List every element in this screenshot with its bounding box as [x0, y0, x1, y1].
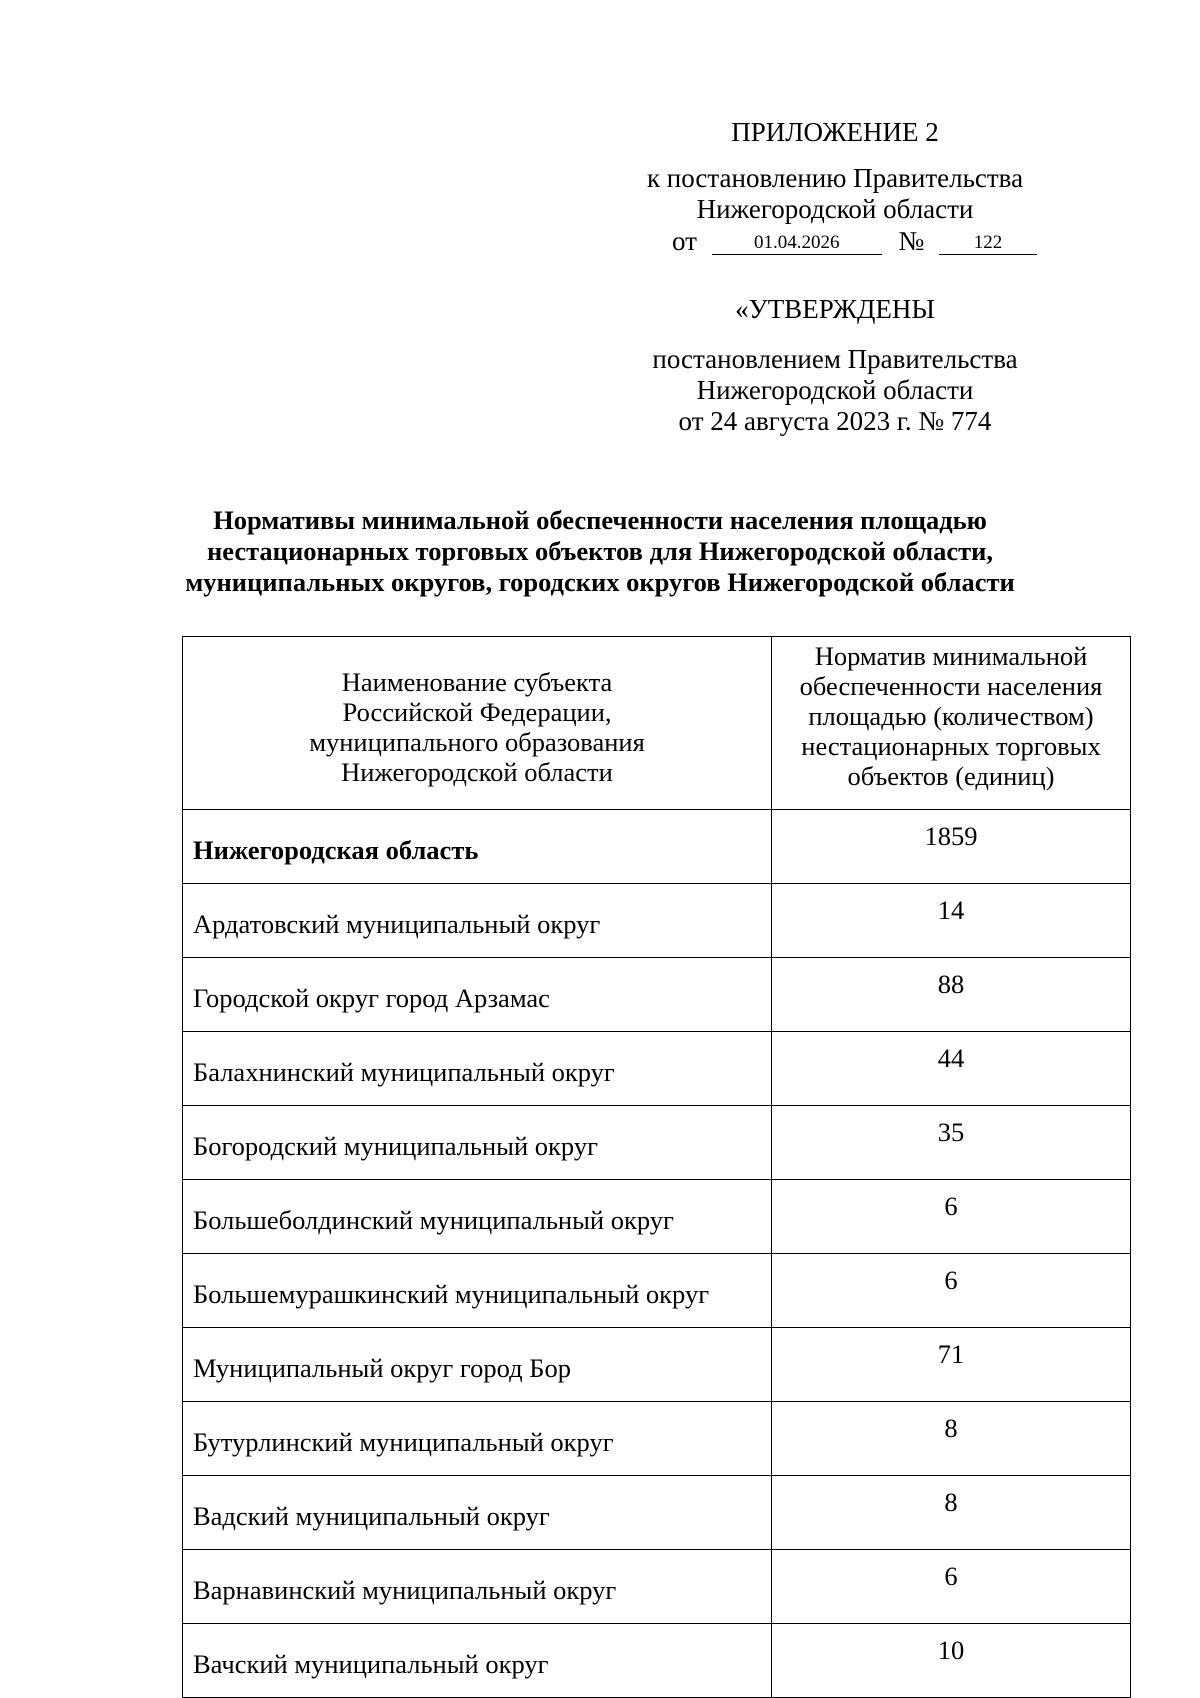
- table-row-region-total: [183, 810, 1131, 884]
- row-name: Нижегородская область: [183, 810, 772, 884]
- approved-heading-text: «УТВЕРЖДЕНЫ: [735, 294, 935, 324]
- document-title-line-1: Нормативы минимальной обеспеченности населения площадью: [213, 505, 987, 535]
- document-title-line-3: муниципальных округов, городских округов Нижегородской области: [185, 567, 1015, 597]
- row-name: Большеболдинский муниципальный округ: [183, 1180, 772, 1254]
- table-header-row: [183, 637, 1131, 810]
- row-value: 8: [772, 1402, 1131, 1476]
- row-name: Муниципальный округ город Бор: [183, 1328, 772, 1402]
- row-value: 6: [772, 1180, 1131, 1254]
- header-line: Нижегородской области: [341, 757, 613, 787]
- table-row: [183, 884, 1131, 958]
- table-row: [183, 1476, 1131, 1550]
- appendix-date-line: [672, 226, 1037, 257]
- table-row: [183, 1106, 1131, 1180]
- appendix-heading: [600, 117, 1070, 148]
- resolution-number: 122: [939, 232, 1037, 255]
- row-value: 1859: [772, 810, 1131, 884]
- appendix-heading-text: ПРИЛОЖЕНИЕ 2: [731, 117, 939, 147]
- from-label: от: [672, 226, 697, 256]
- table-row: [183, 1328, 1131, 1402]
- approved-by-line-3: от 24 августа 2023 г. № 774: [678, 406, 992, 436]
- approved-by-reference: [600, 344, 1070, 437]
- approved-by-line-1: постановлением Правительства: [652, 344, 1018, 374]
- appendix-reference-line-1: к постановлению Правительства: [646, 163, 1024, 193]
- row-value: 71: [772, 1328, 1131, 1402]
- row-name: Ардатовский муниципальный округ: [183, 884, 772, 958]
- row-name: Вачский муниципальный округ: [183, 1624, 772, 1698]
- row-value: 10: [772, 1624, 1131, 1698]
- column-header-name: [183, 637, 772, 810]
- header-line: площадью (количеством): [808, 701, 1094, 731]
- row-value: 35: [772, 1106, 1131, 1180]
- header-line: нестационарных торговых: [801, 731, 1101, 761]
- row-name: Богородский муниципальный округ: [183, 1106, 772, 1180]
- table-row: [183, 1402, 1131, 1476]
- column-header-norm: [772, 637, 1131, 810]
- row-value: 44: [772, 1032, 1131, 1106]
- number-sign: №: [898, 226, 925, 256]
- row-value: 6: [772, 1550, 1131, 1624]
- row-name: Варнавинский муниципальный округ: [183, 1550, 772, 1624]
- resolution-date: 01.04.2026: [712, 232, 882, 255]
- row-name: Городской округ город Арзамас: [183, 958, 772, 1032]
- header-line: объектов (единиц): [847, 761, 1055, 791]
- header-line: Российской Федерации,: [342, 697, 612, 727]
- appendix-reference-line-2: Нижегородской области: [696, 194, 974, 224]
- row-value: 8: [772, 1476, 1131, 1550]
- norms-table: [182, 636, 1131, 1698]
- table-row: [183, 1254, 1131, 1328]
- header-line: Норматив минимальной: [814, 641, 1088, 671]
- table-row: [183, 1624, 1131, 1698]
- approved-by-line-2: Нижегородской области: [696, 375, 974, 405]
- header-line: Наименование субъекта: [341, 667, 613, 697]
- document-title: [120, 505, 1080, 598]
- table-row: [183, 1032, 1131, 1106]
- table-row: [183, 958, 1131, 1032]
- appendix-reference: [600, 163, 1070, 225]
- header-line: муниципального образования: [309, 727, 645, 757]
- row-name: Бутурлинский муниципальный округ: [183, 1402, 772, 1476]
- document-title-line-2: нестационарных торговых объектов для Нижегородской области,: [206, 536, 994, 566]
- row-value: 88: [772, 958, 1131, 1032]
- row-name: Вадский муниципальный округ: [183, 1476, 772, 1550]
- table-row: [183, 1550, 1131, 1624]
- row-value: 14: [772, 884, 1131, 958]
- row-name: Балахнинский муниципальный округ: [183, 1032, 772, 1106]
- table-row: [183, 1180, 1131, 1254]
- row-value: 6: [772, 1254, 1131, 1328]
- approved-heading: [600, 294, 1070, 325]
- header-line: обеспеченности населения: [799, 671, 1103, 701]
- row-name: Большемурашкинский муниципальный округ: [183, 1254, 772, 1328]
